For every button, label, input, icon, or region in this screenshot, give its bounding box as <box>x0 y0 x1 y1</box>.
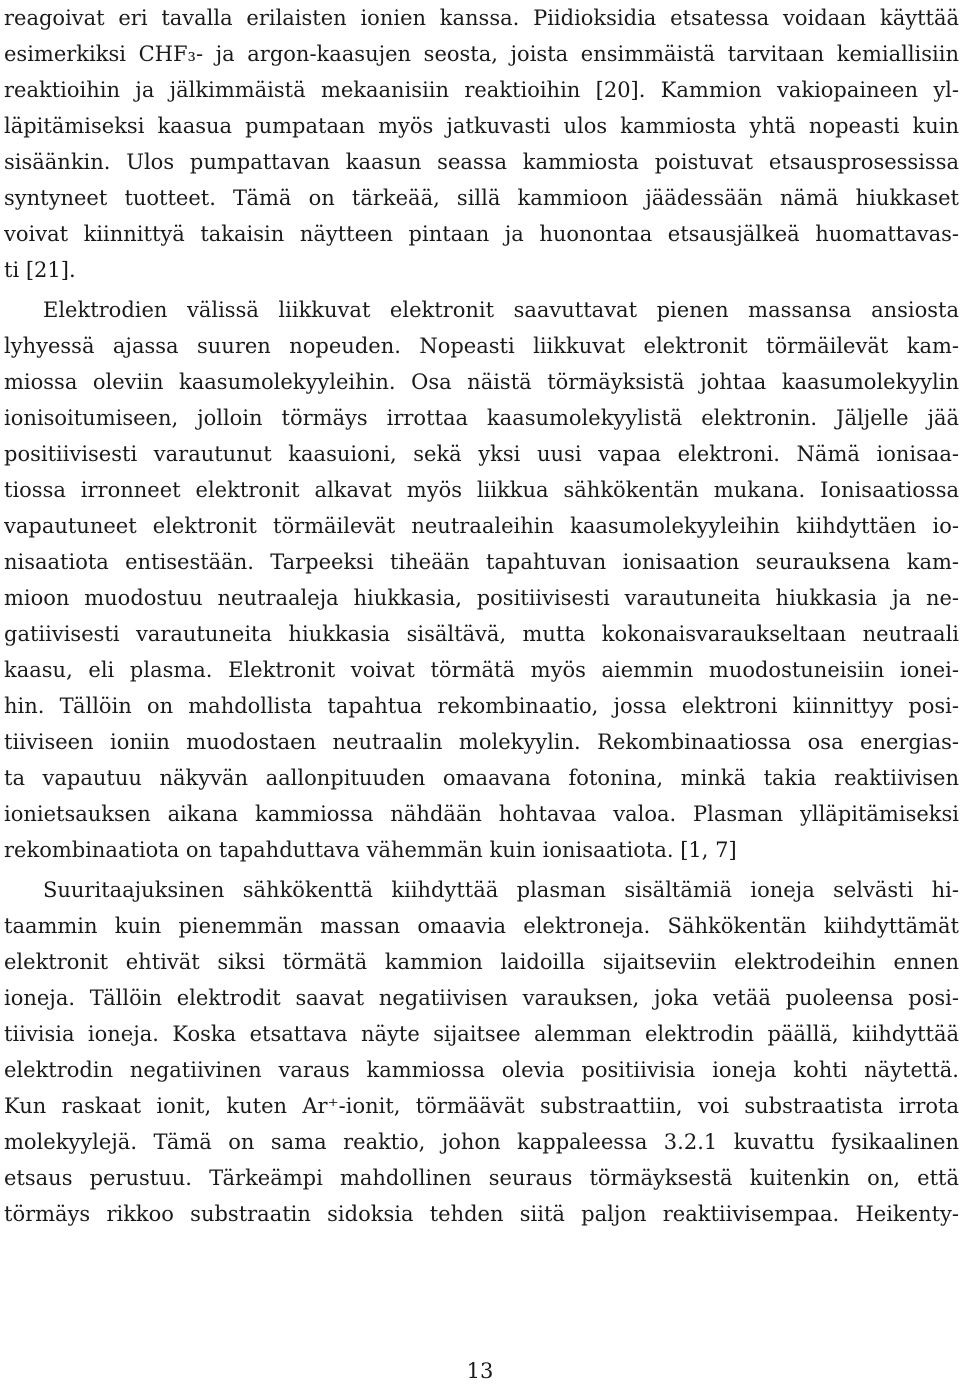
text-line: esimerkiksi CHF₃- ja argon-kaasujen seosta, joista ensimmäistä tarvitaan kemiallisiin <box>4 42 959 66</box>
text-line: ti [21]. <box>4 258 76 282</box>
text-line: nisaatiota entisestään. Tarpeeksi tiheään tapahtuvan ionisaation seurauksena kam- <box>4 550 959 574</box>
text-line: syntyneet tuotteet. Tämä on tärkeää, sillä kammioon jäädessään nämä hiukkaset <box>4 186 959 210</box>
page-number: 13 <box>466 1359 494 1383</box>
text-line: positiivisesti varautunut kaasuioni, sekä yksi uusi vapaa elektroni. Nämä ionisaa- <box>4 442 959 466</box>
text-line: kaasu, eli plasma. Elektronit voivat törmätä myös aiemmin muodostuneisiin ionei- <box>4 658 959 682</box>
text-line: elektronit ehtivät siksi törmätä kammion laidoilla sijaitseviin elektrodeihin ennen <box>4 950 959 974</box>
text-line: tiiviseen ioniin muodostaen neutraalin molekyylin. Rekombinaatiossa osa energias- <box>4 730 959 754</box>
text-line: Suuritaajuksinen sähkökenttä kiihdyttää plasman sisältämiä ioneja selvästi hi- <box>43 878 959 902</box>
text-line: mioon muodostuu neutraaleja hiukkasia, positiivisesti varautuneita hiukkasia ja ne- <box>4 586 959 610</box>
text-line: Kun raskaat ionit, kuten Ar⁺-ionit, törmäävät substraattiin, voi substraatista irrota <box>4 1094 959 1118</box>
text-line: vapautuneet elektronit törmäilevät neutraaleihin kaasumolekyyleihin kiihdyttäen io- <box>4 514 959 538</box>
text-line: reaktioihin ja jälkimmäistä mekaanisiin reaktioihin [20]. Kammion vakiopaineen yl- <box>4 78 959 102</box>
text-line: etsaus perustuu. Tärkeämpi mahdollinen seuraus törmäyksestä kuitenkin on, että <box>4 1166 959 1190</box>
text-line: voivat kiinnittyä takaisin näytteen pintaan ja huonontaa etsausjälkeä huomattavas- <box>4 222 959 246</box>
text-line: elektrodin negatiivinen varaus kammiossa olevia positiivisia ioneja kohti näytettä. <box>4 1058 959 1082</box>
text-line: sisäänkin. Ulos pumpattavan kaasun seassa kammiosta poistuvat etsausprosessissa <box>4 150 959 174</box>
text-line: ta vapautuu näkyvän aallonpituuden omaavana fotonina, minkä takia reaktiivisen <box>4 766 959 790</box>
text-line: lyhyessä ajassa suuren nopeuden. Nopeasti liikkuvat elektronit törmäilevät kam- <box>4 334 959 358</box>
text-line: ionisoitumiseen, jolloin törmäys irrottaa kaasumolekyylistä elektronin. Jäljelle jää <box>4 406 959 430</box>
text-line: miossa oleviin kaasumolekyyleihin. Osa näistä törmäyksistä johtaa kaasumolekyylin <box>4 370 959 394</box>
text-line: gatiivisesti varautuneita hiukkasia sisältävä, mutta kokonaisvaraukseltaan neutraali <box>4 622 959 646</box>
text-line: ioneja. Tällöin elektrodit saavat negatiivisen varauksen, joka vetää puoleensa posi- <box>4 986 959 1010</box>
text-line: reagoivat eri tavalla erilaisten ionien kanssa. Piidioksidia etsatessa voidaan käyttää <box>4 6 959 30</box>
text-line: hin. Tällöin on mahdollista tapahtua rekombinaatio, jossa elektroni kiinnittyy posi- <box>4 694 959 718</box>
text-line: läpitämiseksi kaasua pumpataan myös jatkuvasti ulos kammiosta yhtä nopeasti kuin <box>4 114 959 138</box>
text-line: molekyylejä. Tämä on sama reaktio, johon kappaleessa 3.2.1 kuvattu fysikaalinen <box>4 1130 959 1154</box>
text-line: törmäys rikkoo substraatin sidoksia tehden siitä paljon reaktiivisempaa. Heikenty- <box>4 1202 959 1226</box>
text-line: tiivisia ioneja. Koska etsattava näyte sijaitsee alemman elektrodin päällä, kiihdyttää <box>4 1022 959 1046</box>
text-line: ionietsauksen aikana kammiossa nähdään hohtavaa valoa. Plasman ylläpitämiseksi <box>4 802 959 826</box>
text-line: taammin kuin pienemmän massan omaavia elektroneja. Sähkökentän kiihdyttämät <box>4 914 959 938</box>
text-line: tiossa irronneet elektronit alkavat myös liikkua sähkökentän mukana. Ionisaatiossa <box>4 478 959 502</box>
text-line: Elektrodien välissä liikkuvat elektronit saavuttavat pienen massansa ansiosta <box>43 298 959 322</box>
text-line: rekombinaatiota on tapahduttava vähemmän kuin ionisaatiota. [1, 7] <box>4 838 737 862</box>
